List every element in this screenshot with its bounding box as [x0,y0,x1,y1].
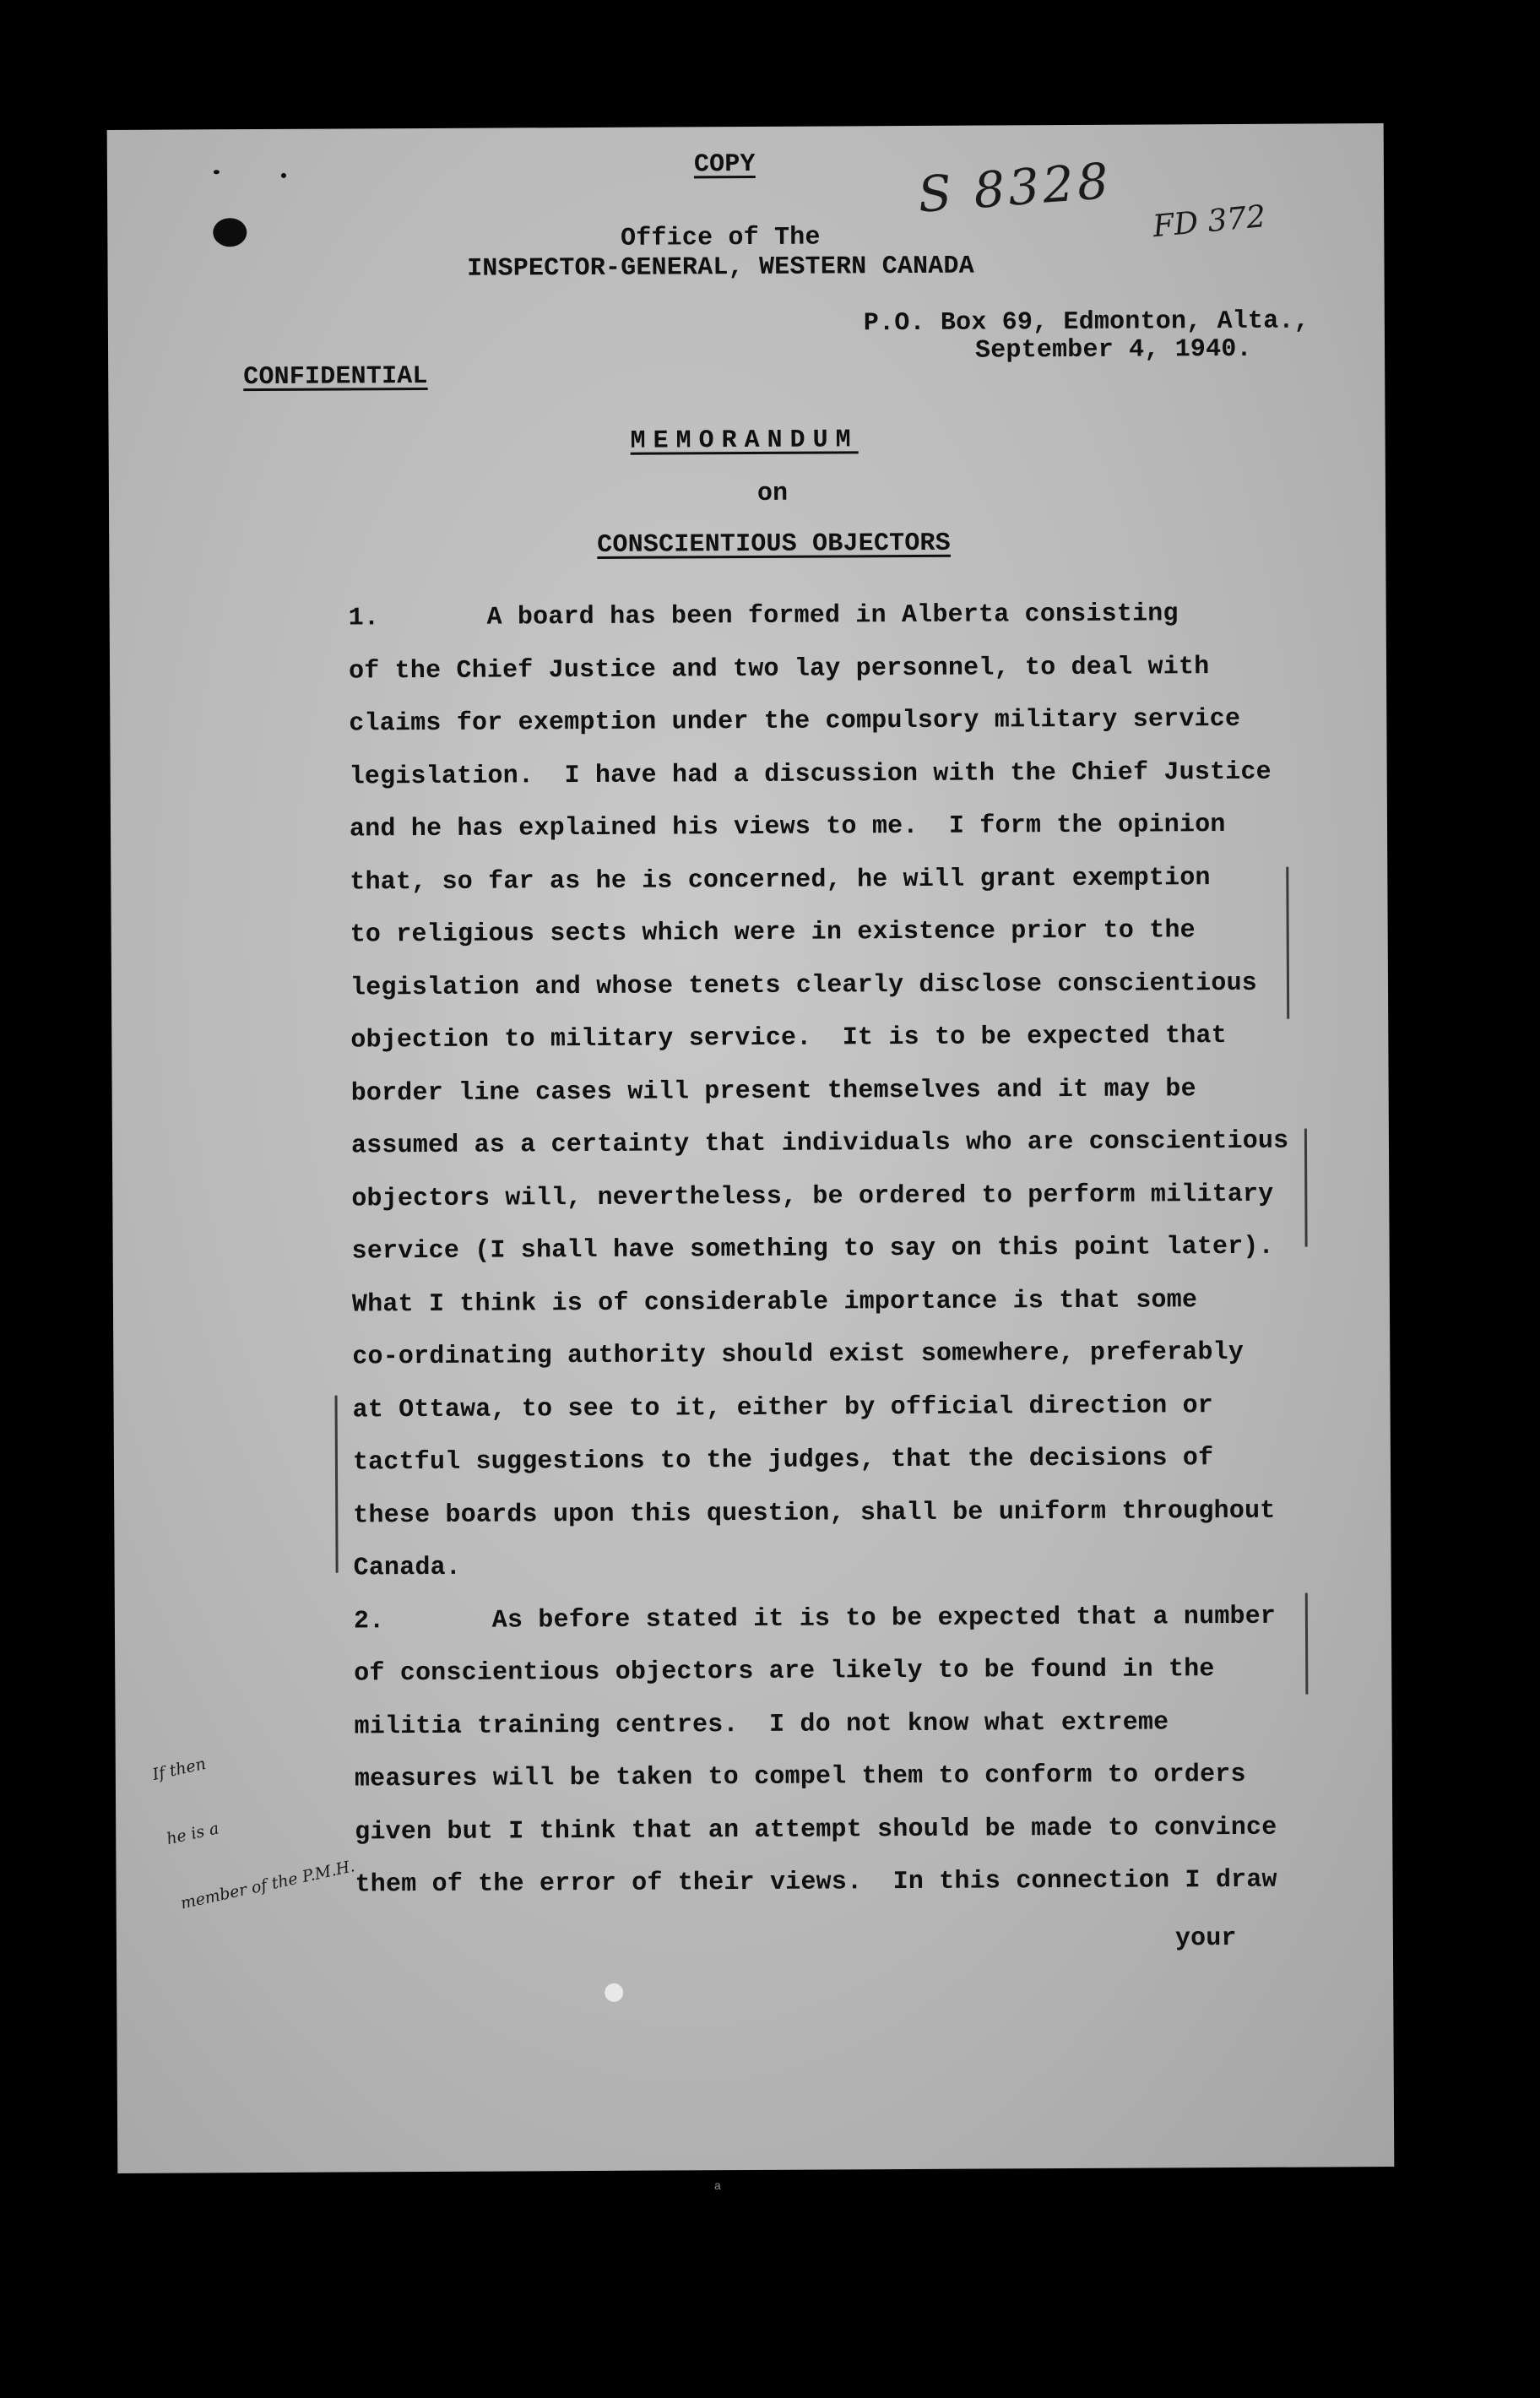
margin-sideline [335,1396,339,1573]
page-mark: a [714,2178,721,2192]
copy-label: COPY [693,149,756,180]
body-line: legislation. I have had a discussion with the Chief Justice [349,757,1272,791]
document-page [107,123,1395,2173]
classification-label: CONFIDENTIAL [243,361,428,393]
body-line: border line cases will present themselves and it may be [350,1074,1196,1108]
body-line: that, so far as he is concerned, he will grant exemption [350,863,1211,897]
margin-sideline [1304,1129,1308,1247]
body-line: tactful suggestions to the judges, that the decisions of [352,1444,1214,1478]
body-line: militia training centres. I do not know what extreme [354,1707,1169,1741]
memo-title: MEMORANDUM [630,426,859,456]
office-line-2: INSPECTOR-GENERAL, WESTERN CANADA [467,252,974,284]
body-line: service (I shall have something to say on this point later). [351,1232,1274,1267]
body-line: given but I think that an attempt should be made to convince [355,1813,1277,1847]
catchword: your [1174,1923,1237,1954]
margin-note-line: member of the P.M.H. [178,1857,357,1913]
paper-hole [605,1983,623,2002]
ink-speck [214,170,220,174]
body-line: legislation and whose tenets clearly disclose conscientious [350,968,1258,1002]
body-line: at Ottawa, to see to it, either by official direction or [352,1391,1214,1424]
office-line-1: Office of The [620,223,821,253]
memo-on: on [756,479,789,508]
margin-sideline [1286,867,1289,1019]
memo-subject: CONSCIENTIOUS OBJECTORS [597,529,952,560]
body-line: to religious sects which were in existence prior to the [350,916,1196,950]
body-line: 2. As before stated it is to be expected that a number [353,1602,1277,1636]
body-line: these boards upon this question, shall be uniform throughout [353,1496,1276,1530]
body-line: assumed as a certainty that individuals who are conscientious [350,1126,1289,1161]
handwritten-file-code: FD 372 [1151,199,1267,245]
body-line: measures will be taken to compel them to conform to orders [354,1760,1246,1794]
address-line: P.O. Box 69, Edmonton, Alta., [863,307,1310,339]
body-line: claims for exemption under the compulsory military service [349,704,1241,739]
margin-note-line: If then [150,1754,208,1785]
margin-note-line: he is a [165,1819,221,1849]
body-line: them of the error of their views. In this connection I draw [355,1865,1277,1900]
body-line: and he has explained his views to me. I form the opinion [349,811,1226,844]
ink-blot [213,218,247,247]
margin-sideline [1305,1593,1309,1695]
handwritten-margin-note [141,1684,366,1957]
body-line: of the Chief Justice and two lay personnel, to deal with [348,652,1210,686]
body-line: co-ordinating authority should exist somewhere, preferably [352,1337,1244,1372]
handwritten-file-number: S 8328 [915,151,1114,224]
body-line: Canada. [353,1553,462,1583]
body-line: What I think is of considerable importance is that some [351,1285,1198,1319]
date-line: September 4, 1940. [974,334,1252,366]
body-line: objection to military service. It is to be expected that [350,1022,1227,1055]
ink-speck [281,173,286,178]
body-line: objectors will, nevertheless, be ordered to perform military [351,1180,1274,1213]
body-line: 1. A board has been formed in Alberta consisting [348,600,1179,633]
body-line: of conscientious objectors are likely to be found in the [354,1655,1215,1689]
